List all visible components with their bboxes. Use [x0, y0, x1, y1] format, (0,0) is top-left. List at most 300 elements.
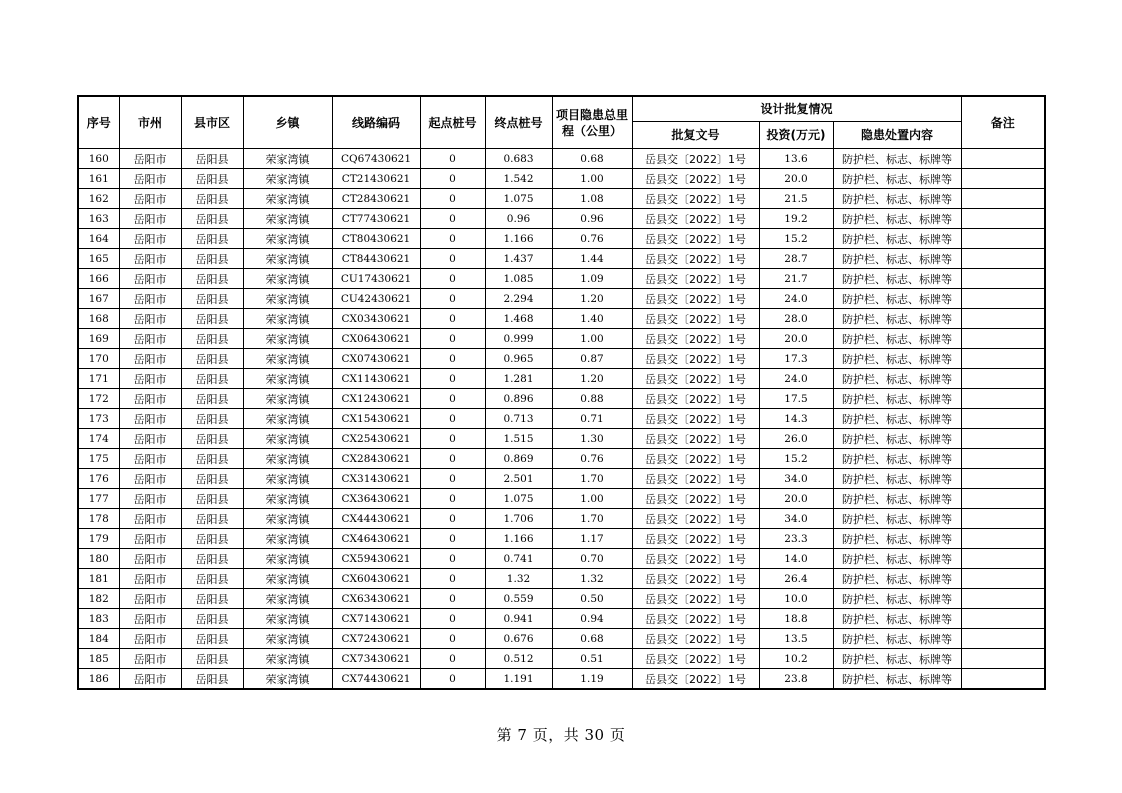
- cell-city: 岳阳市: [119, 669, 181, 690]
- cell-total-mileage: 1.70: [552, 509, 632, 529]
- cell-end-pile: 0.941: [485, 609, 552, 629]
- table-row: [78, 469, 1045, 489]
- cell-city: 岳阳市: [119, 529, 181, 549]
- cell-total-mileage: 0.70: [552, 549, 632, 569]
- cell-treatment: 防护栏、标志、标牌等: [833, 509, 961, 529]
- cell-county: 岳阳县: [181, 549, 243, 569]
- cell-total-mileage: 1.32: [552, 569, 632, 589]
- cell-route-code: CX60430621: [332, 569, 420, 589]
- cell-start-pile: 0: [420, 309, 485, 329]
- cell-start-pile: 0: [420, 549, 485, 569]
- cell-city: 岳阳市: [119, 149, 181, 169]
- cell-town: 荣家湾镇: [243, 429, 332, 449]
- cell-end-pile: 1.191: [485, 669, 552, 690]
- cell-route-code: CX07430621: [332, 349, 420, 369]
- cell-city: 岳阳市: [119, 549, 181, 569]
- cell-end-pile: 1.542: [485, 169, 552, 189]
- cell-seq: 165: [78, 249, 119, 269]
- cell-route-code: CT21430621: [332, 169, 420, 189]
- cell-total-mileage: 0.71: [552, 409, 632, 429]
- cell-end-pile: 1.437: [485, 249, 552, 269]
- cell-city: 岳阳市: [119, 509, 181, 529]
- cell-investment: 24.0: [759, 289, 833, 309]
- cell-approval-doc: 岳县交〔2022〕1号: [632, 669, 759, 690]
- cell-seq: 164: [78, 229, 119, 249]
- cell-treatment: 防护栏、标志、标牌等: [833, 589, 961, 609]
- table-body: [78, 149, 1045, 690]
- cell-start-pile: 0: [420, 269, 485, 289]
- cell-town: 荣家湾镇: [243, 469, 332, 489]
- cell-approval-doc: 岳县交〔2022〕1号: [632, 149, 759, 169]
- table-row: [78, 189, 1045, 209]
- table-row: [78, 489, 1045, 509]
- cell-end-pile: 1.166: [485, 529, 552, 549]
- table-row: [78, 429, 1045, 449]
- cell-county: 岳阳县: [181, 489, 243, 509]
- cell-investment: 28.7: [759, 249, 833, 269]
- cell-route-code: CT28430621: [332, 189, 420, 209]
- cell-end-pile: 2.501: [485, 469, 552, 489]
- cell-seq: 173: [78, 409, 119, 429]
- cell-start-pile: 0: [420, 649, 485, 669]
- table-row: [78, 249, 1045, 269]
- cell-treatment: 防护栏、标志、标牌等: [833, 469, 961, 489]
- cell-approval-doc: 岳县交〔2022〕1号: [632, 189, 759, 209]
- table-row: [78, 569, 1045, 589]
- cell-investment: 26.0: [759, 429, 833, 449]
- cell-seq: 185: [78, 649, 119, 669]
- cell-total-mileage: 1.20: [552, 369, 632, 389]
- cell-approval-doc: 岳县交〔2022〕1号: [632, 469, 759, 489]
- cell-investment: 17.3: [759, 349, 833, 369]
- cell-county: 岳阳县: [181, 449, 243, 469]
- cell-county: 岳阳县: [181, 529, 243, 549]
- cell-total-mileage: 0.76: [552, 229, 632, 249]
- cell-remark: [961, 249, 1045, 269]
- cell-treatment: 防护栏、标志、标牌等: [833, 149, 961, 169]
- cell-county: 岳阳县: [181, 249, 243, 269]
- cell-seq: 175: [78, 449, 119, 469]
- header-total-mileage: 项目隐患总里程（公里）: [552, 96, 632, 149]
- cell-county: 岳阳县: [181, 609, 243, 629]
- cell-route-code: CX12430621: [332, 389, 420, 409]
- cell-city: 岳阳市: [119, 589, 181, 609]
- cell-approval-doc: 岳县交〔2022〕1号: [632, 169, 759, 189]
- cell-route-code: CX71430621: [332, 609, 420, 629]
- header-remark: 备注: [961, 96, 1045, 149]
- cell-end-pile: 1.468: [485, 309, 552, 329]
- cell-approval-doc: 岳县交〔2022〕1号: [632, 489, 759, 509]
- cell-investment: 20.0: [759, 329, 833, 349]
- cell-remark: [961, 629, 1045, 649]
- cell-town: 荣家湾镇: [243, 409, 332, 429]
- cell-start-pile: 0: [420, 609, 485, 629]
- cell-total-mileage: 1.40: [552, 309, 632, 329]
- cell-remark: [961, 609, 1045, 629]
- cell-seq: 183: [78, 609, 119, 629]
- cell-seq: 160: [78, 149, 119, 169]
- cell-investment: 19.2: [759, 209, 833, 229]
- cell-route-code: CX15430621: [332, 409, 420, 429]
- cell-city: 岳阳市: [119, 649, 181, 669]
- cell-end-pile: 1.075: [485, 189, 552, 209]
- cell-start-pile: 0: [420, 189, 485, 209]
- header-treatment: 隐患处置内容: [833, 122, 961, 149]
- cell-city: 岳阳市: [119, 389, 181, 409]
- cell-remark: [961, 189, 1045, 209]
- cell-route-code: CX59430621: [332, 549, 420, 569]
- cell-town: 荣家湾镇: [243, 229, 332, 249]
- table-row: [78, 529, 1045, 549]
- cell-remark: [961, 649, 1045, 669]
- cell-approval-doc: 岳县交〔2022〕1号: [632, 289, 759, 309]
- cell-county: 岳阳县: [181, 169, 243, 189]
- cell-investment: 15.2: [759, 449, 833, 469]
- header-town: 乡镇: [243, 96, 332, 149]
- cell-start-pile: 0: [420, 369, 485, 389]
- header-design-approval-group: 设计批复情况: [632, 96, 961, 122]
- cell-remark: [961, 569, 1045, 589]
- cell-remark: [961, 549, 1045, 569]
- cell-start-pile: 0: [420, 489, 485, 509]
- cell-remark: [961, 449, 1045, 469]
- table-row: [78, 389, 1045, 409]
- table-row: [78, 329, 1045, 349]
- cell-town: 荣家湾镇: [243, 509, 332, 529]
- table-row: [78, 269, 1045, 289]
- cell-total-mileage: 1.70: [552, 469, 632, 489]
- cell-investment: 17.5: [759, 389, 833, 409]
- cell-city: 岳阳市: [119, 269, 181, 289]
- cell-start-pile: 0: [420, 509, 485, 529]
- cell-remark: [961, 289, 1045, 309]
- cell-route-code: CQ67430621: [332, 149, 420, 169]
- cell-investment: 15.2: [759, 229, 833, 249]
- cell-city: 岳阳市: [119, 309, 181, 329]
- cell-total-mileage: 0.68: [552, 629, 632, 649]
- cell-total-mileage: 0.51: [552, 649, 632, 669]
- cell-seq: 177: [78, 489, 119, 509]
- cell-approval-doc: 岳县交〔2022〕1号: [632, 649, 759, 669]
- cell-route-code: CT80430621: [332, 229, 420, 249]
- cell-treatment: 防护栏、标志、标牌等: [833, 569, 961, 589]
- table-row: [78, 509, 1045, 529]
- cell-route-code: CX44430621: [332, 509, 420, 529]
- page-number: 第 7 页，共 30 页: [496, 726, 626, 744]
- cell-remark: [961, 309, 1045, 329]
- cell-county: 岳阳县: [181, 409, 243, 429]
- cell-town: 荣家湾镇: [243, 269, 332, 289]
- cell-city: 岳阳市: [119, 189, 181, 209]
- cell-route-code: CU42430621: [332, 289, 420, 309]
- cell-seq: 163: [78, 209, 119, 229]
- cell-county: 岳阳县: [181, 289, 243, 309]
- cell-start-pile: 0: [420, 529, 485, 549]
- cell-city: 岳阳市: [119, 349, 181, 369]
- cell-county: 岳阳县: [181, 509, 243, 529]
- cell-investment: 23.3: [759, 529, 833, 549]
- cell-town: 荣家湾镇: [243, 169, 332, 189]
- cell-city: 岳阳市: [119, 409, 181, 429]
- cell-start-pile: 0: [420, 169, 485, 189]
- cell-county: 岳阳县: [181, 369, 243, 389]
- cell-city: 岳阳市: [119, 209, 181, 229]
- cell-investment: 13.6: [759, 149, 833, 169]
- cell-total-mileage: 0.94: [552, 609, 632, 629]
- cell-investment: 21.7: [759, 269, 833, 289]
- table-row: [78, 309, 1045, 329]
- cell-city: 岳阳市: [119, 229, 181, 249]
- cell-approval-doc: 岳县交〔2022〕1号: [632, 409, 759, 429]
- cell-treatment: 防护栏、标志、标牌等: [833, 669, 961, 690]
- cell-investment: 34.0: [759, 469, 833, 489]
- hazard-remediation-table: [77, 95, 1046, 690]
- cell-investment: 10.0: [759, 589, 833, 609]
- cell-investment: 21.5: [759, 189, 833, 209]
- cell-end-pile: 1.515: [485, 429, 552, 449]
- cell-city: 岳阳市: [119, 329, 181, 349]
- cell-town: 荣家湾镇: [243, 189, 332, 209]
- cell-start-pile: 0: [420, 409, 485, 429]
- cell-remark: [961, 529, 1045, 549]
- cell-county: 岳阳县: [181, 229, 243, 249]
- cell-remark: [961, 509, 1045, 529]
- cell-town: 荣家湾镇: [243, 549, 332, 569]
- cell-end-pile: 0.713: [485, 409, 552, 429]
- cell-approval-doc: 岳县交〔2022〕1号: [632, 429, 759, 449]
- table-row: [78, 589, 1045, 609]
- cell-town: 荣家湾镇: [243, 249, 332, 269]
- cell-total-mileage: 1.00: [552, 489, 632, 509]
- cell-seq: 176: [78, 469, 119, 489]
- cell-start-pile: 0: [420, 429, 485, 449]
- cell-remark: [961, 389, 1045, 409]
- cell-county: 岳阳县: [181, 429, 243, 449]
- cell-total-mileage: 1.17: [552, 529, 632, 549]
- cell-approval-doc: 岳县交〔2022〕1号: [632, 329, 759, 349]
- cell-town: 荣家湾镇: [243, 329, 332, 349]
- cell-seq: 180: [78, 549, 119, 569]
- cell-end-pile: 0.741: [485, 549, 552, 569]
- cell-total-mileage: 0.50: [552, 589, 632, 609]
- cell-town: 荣家湾镇: [243, 149, 332, 169]
- cell-city: 岳阳市: [119, 629, 181, 649]
- cell-investment: 10.2: [759, 649, 833, 669]
- cell-county: 岳阳县: [181, 209, 243, 229]
- cell-approval-doc: 岳县交〔2022〕1号: [632, 569, 759, 589]
- cell-county: 岳阳县: [181, 329, 243, 349]
- cell-investment: 24.0: [759, 369, 833, 389]
- cell-route-code: CX63430621: [332, 589, 420, 609]
- cell-seq: 186: [78, 669, 119, 690]
- cell-start-pile: 0: [420, 249, 485, 269]
- cell-treatment: 防护栏、标志、标牌等: [833, 609, 961, 629]
- cell-treatment: 防护栏、标志、标牌等: [833, 409, 961, 429]
- cell-investment: 26.4: [759, 569, 833, 589]
- cell-total-mileage: 0.88: [552, 389, 632, 409]
- cell-treatment: 防护栏、标志、标牌等: [833, 189, 961, 209]
- cell-approval-doc: 岳县交〔2022〕1号: [632, 209, 759, 229]
- cell-town: 荣家湾镇: [243, 349, 332, 369]
- cell-route-code: CX72430621: [332, 629, 420, 649]
- cell-investment: 13.5: [759, 629, 833, 649]
- table-row: [78, 549, 1045, 569]
- table-row: [78, 289, 1045, 309]
- cell-route-code: CX31430621: [332, 469, 420, 489]
- cell-treatment: 防护栏、标志、标牌等: [833, 629, 961, 649]
- cell-total-mileage: 1.44: [552, 249, 632, 269]
- cell-town: 荣家湾镇: [243, 449, 332, 469]
- cell-remark: [961, 469, 1045, 489]
- cell-approval-doc: 岳县交〔2022〕1号: [632, 629, 759, 649]
- cell-county: 岳阳县: [181, 389, 243, 409]
- cell-total-mileage: 1.19: [552, 669, 632, 690]
- header-seq: 序号: [78, 96, 119, 149]
- cell-treatment: 防护栏、标志、标牌等: [833, 549, 961, 569]
- cell-treatment: 防护栏、标志、标牌等: [833, 429, 961, 449]
- cell-route-code: CT77430621: [332, 209, 420, 229]
- cell-city: 岳阳市: [119, 469, 181, 489]
- cell-route-code: CX73430621: [332, 649, 420, 669]
- cell-seq: 174: [78, 429, 119, 449]
- header-route-code: 线路编码: [332, 96, 420, 149]
- cell-town: 荣家湾镇: [243, 669, 332, 690]
- header-city: 市州: [119, 96, 181, 149]
- header-start-pile: 起点桩号: [420, 96, 485, 149]
- cell-treatment: 防护栏、标志、标牌等: [833, 209, 961, 229]
- cell-total-mileage: 0.87: [552, 349, 632, 369]
- cell-end-pile: 1.281: [485, 369, 552, 389]
- cell-town: 荣家湾镇: [243, 369, 332, 389]
- cell-city: 岳阳市: [119, 169, 181, 189]
- cell-investment: 34.0: [759, 509, 833, 529]
- cell-county: 岳阳县: [181, 189, 243, 209]
- cell-county: 岳阳县: [181, 269, 243, 289]
- cell-seq: 184: [78, 629, 119, 649]
- cell-town: 荣家湾镇: [243, 389, 332, 409]
- cell-end-pile: 0.559: [485, 589, 552, 609]
- cell-route-code: CU17430621: [332, 269, 420, 289]
- cell-end-pile: 0.512: [485, 649, 552, 669]
- cell-investment: 28.0: [759, 309, 833, 329]
- cell-approval-doc: 岳县交〔2022〕1号: [632, 529, 759, 549]
- table-row: [78, 409, 1045, 429]
- cell-treatment: 防护栏、标志、标牌等: [833, 369, 961, 389]
- cell-total-mileage: 1.08: [552, 189, 632, 209]
- cell-route-code: CX28430621: [332, 449, 420, 469]
- cell-start-pile: 0: [420, 149, 485, 169]
- cell-end-pile: 0.96: [485, 209, 552, 229]
- cell-approval-doc: 岳县交〔2022〕1号: [632, 229, 759, 249]
- cell-county: 岳阳县: [181, 569, 243, 589]
- cell-city: 岳阳市: [119, 249, 181, 269]
- cell-end-pile: 0.676: [485, 629, 552, 649]
- table-row: [78, 369, 1045, 389]
- cell-town: 荣家湾镇: [243, 569, 332, 589]
- cell-seq: 172: [78, 389, 119, 409]
- cell-investment: 20.0: [759, 489, 833, 509]
- cell-investment: 14.3: [759, 409, 833, 429]
- cell-approval-doc: 岳县交〔2022〕1号: [632, 509, 759, 529]
- table-row: [78, 669, 1045, 690]
- cell-town: 荣家湾镇: [243, 489, 332, 509]
- cell-start-pile: 0: [420, 669, 485, 690]
- cell-end-pile: 1.085: [485, 269, 552, 289]
- cell-remark: [961, 209, 1045, 229]
- cell-county: 岳阳县: [181, 469, 243, 489]
- cell-city: 岳阳市: [119, 609, 181, 629]
- cell-total-mileage: 0.68: [552, 149, 632, 169]
- cell-remark: [961, 409, 1045, 429]
- cell-seq: 162: [78, 189, 119, 209]
- cell-end-pile: 0.999: [485, 329, 552, 349]
- cell-remark: [961, 369, 1045, 389]
- cell-town: 荣家湾镇: [243, 609, 332, 629]
- cell-remark: [961, 489, 1045, 509]
- cell-city: 岳阳市: [119, 569, 181, 589]
- cell-approval-doc: 岳县交〔2022〕1号: [632, 269, 759, 289]
- table-row: [78, 149, 1045, 169]
- cell-seq: 167: [78, 289, 119, 309]
- cell-route-code: CX03430621: [332, 309, 420, 329]
- cell-county: 岳阳县: [181, 349, 243, 369]
- cell-seq: 161: [78, 169, 119, 189]
- cell-start-pile: 0: [420, 449, 485, 469]
- cell-city: 岳阳市: [119, 429, 181, 449]
- cell-town: 荣家湾镇: [243, 289, 332, 309]
- cell-approval-doc: 岳县交〔2022〕1号: [632, 249, 759, 269]
- cell-town: 荣家湾镇: [243, 209, 332, 229]
- cell-route-code: CX74430621: [332, 669, 420, 690]
- cell-county: 岳阳县: [181, 149, 243, 169]
- cell-approval-doc: 岳县交〔2022〕1号: [632, 309, 759, 329]
- cell-end-pile: 1.706: [485, 509, 552, 529]
- cell-county: 岳阳县: [181, 589, 243, 609]
- table-row: [78, 449, 1045, 469]
- cell-treatment: 防护栏、标志、标牌等: [833, 269, 961, 289]
- cell-approval-doc: 岳县交〔2022〕1号: [632, 549, 759, 569]
- cell-investment: 14.0: [759, 549, 833, 569]
- cell-total-mileage: 1.00: [552, 169, 632, 189]
- cell-town: 荣家湾镇: [243, 589, 332, 609]
- cell-treatment: 防护栏、标志、标牌等: [833, 489, 961, 509]
- cell-approval-doc: 岳县交〔2022〕1号: [632, 369, 759, 389]
- cell-city: 岳阳市: [119, 449, 181, 469]
- cell-start-pile: 0: [420, 569, 485, 589]
- cell-route-code: CT84430621: [332, 249, 420, 269]
- cell-end-pile: 2.294: [485, 289, 552, 309]
- cell-total-mileage: 1.20: [552, 289, 632, 309]
- cell-start-pile: 0: [420, 229, 485, 249]
- cell-route-code: CX11430621: [332, 369, 420, 389]
- cell-end-pile: 1.166: [485, 229, 552, 249]
- cell-total-mileage: 1.30: [552, 429, 632, 449]
- cell-remark: [961, 349, 1045, 369]
- header-investment: 投资(万元): [759, 122, 833, 149]
- cell-county: 岳阳县: [181, 649, 243, 669]
- cell-end-pile: 0.869: [485, 449, 552, 469]
- cell-total-mileage: 1.09: [552, 269, 632, 289]
- cell-city: 岳阳市: [119, 489, 181, 509]
- cell-route-code: CX36430621: [332, 489, 420, 509]
- cell-remark: [961, 169, 1045, 189]
- cell-city: 岳阳市: [119, 369, 181, 389]
- cell-seq: 168: [78, 309, 119, 329]
- table-row: [78, 209, 1045, 229]
- cell-end-pile: 1.075: [485, 489, 552, 509]
- header-approval-doc: 批复文号: [632, 122, 759, 149]
- cell-end-pile: 0.965: [485, 349, 552, 369]
